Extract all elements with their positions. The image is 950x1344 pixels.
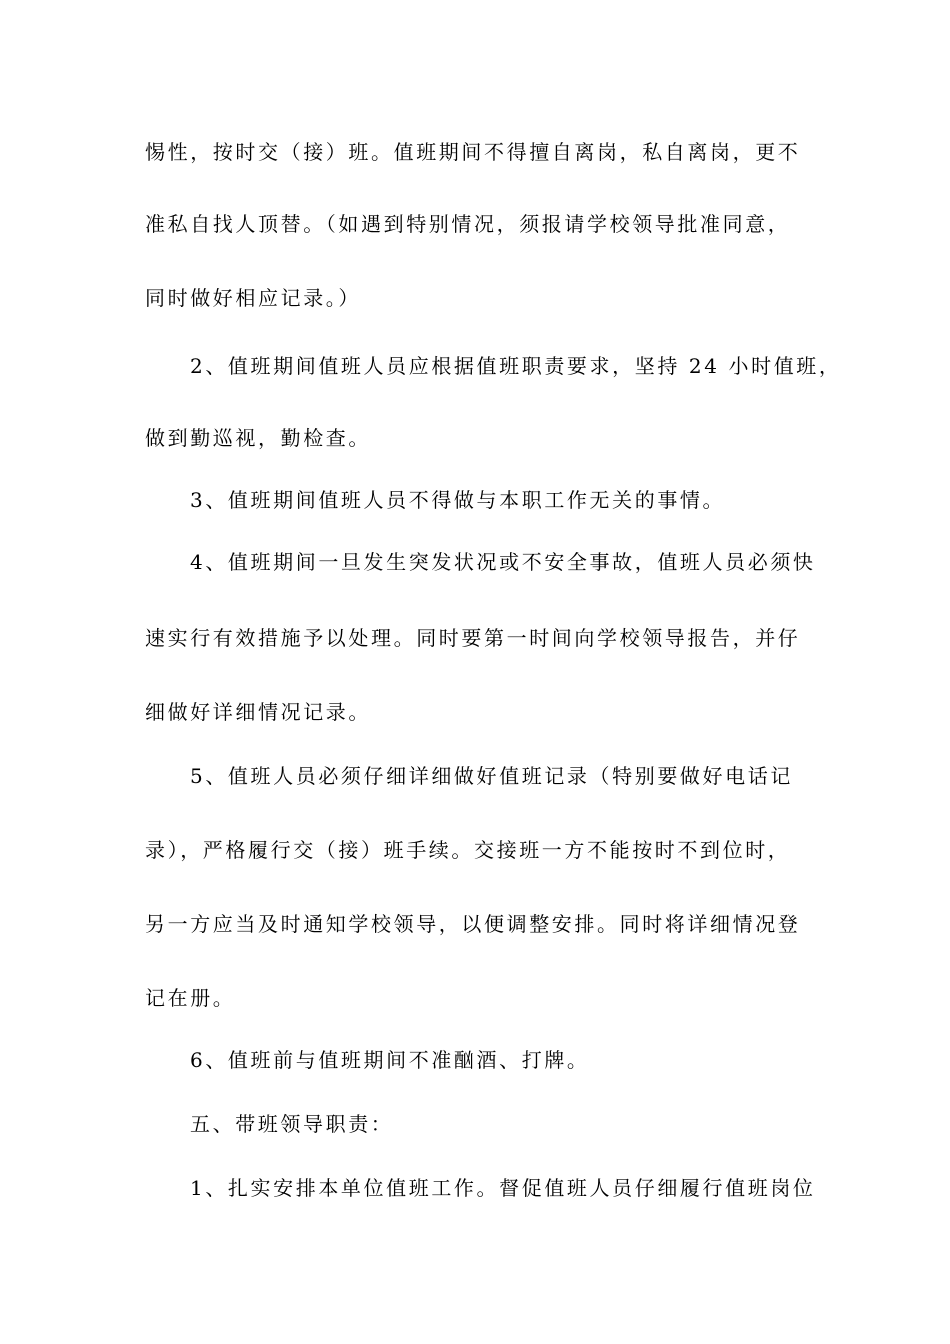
text-line: 速实行有效措施予以处理。同时要第一时间向学校领导报告，并仔: [145, 626, 801, 650]
text-line: 细做好详细情况记录。: [145, 700, 371, 724]
text-line: 准私自找人顶替。（如遇到特别情况，须报请学校领导批准同意，: [145, 212, 791, 236]
paragraph-6: 6、值班前与值班期间不准酗酒、打牌。: [190, 1048, 590, 1072]
text-line: 同时做好相应记录。）: [145, 286, 361, 310]
text-line: 惕性，按时交（接）班。值班期间不得擅自离岗，私自离岗，更不: [145, 140, 801, 164]
paragraph-3: 3、值班期间值班人员不得做与本职工作无关的事情。: [190, 488, 726, 512]
paragraph-5: 5、值班人员必须仔细详细做好值班记录（特别要做好电话记: [190, 764, 793, 788]
text-line: 记在册。: [145, 986, 236, 1010]
text-line: 做到勤巡视，勤检查。: [145, 426, 371, 450]
paragraph-leader-1: 1、扎实安排本单位值班工作。督促值班人员仔细履行值班岗位: [190, 1176, 816, 1200]
paragraph-4: 4、值班期间一旦发生突发状况或不安全事故，值班人员必须快: [190, 550, 816, 574]
text-line: 另一方应当及时通知学校领导，以便调整安排。同时将详细情况登: [145, 912, 801, 936]
section-heading: 五、带班领导职责：: [190, 1112, 394, 1136]
text-line: 录），严格履行交（接）班手续。交接班一方不能按时不到位时，: [145, 838, 791, 862]
paragraph-2: 2、值班期间值班人员应根据值班职责要求，坚持 24 小时值班，: [190, 354, 842, 378]
